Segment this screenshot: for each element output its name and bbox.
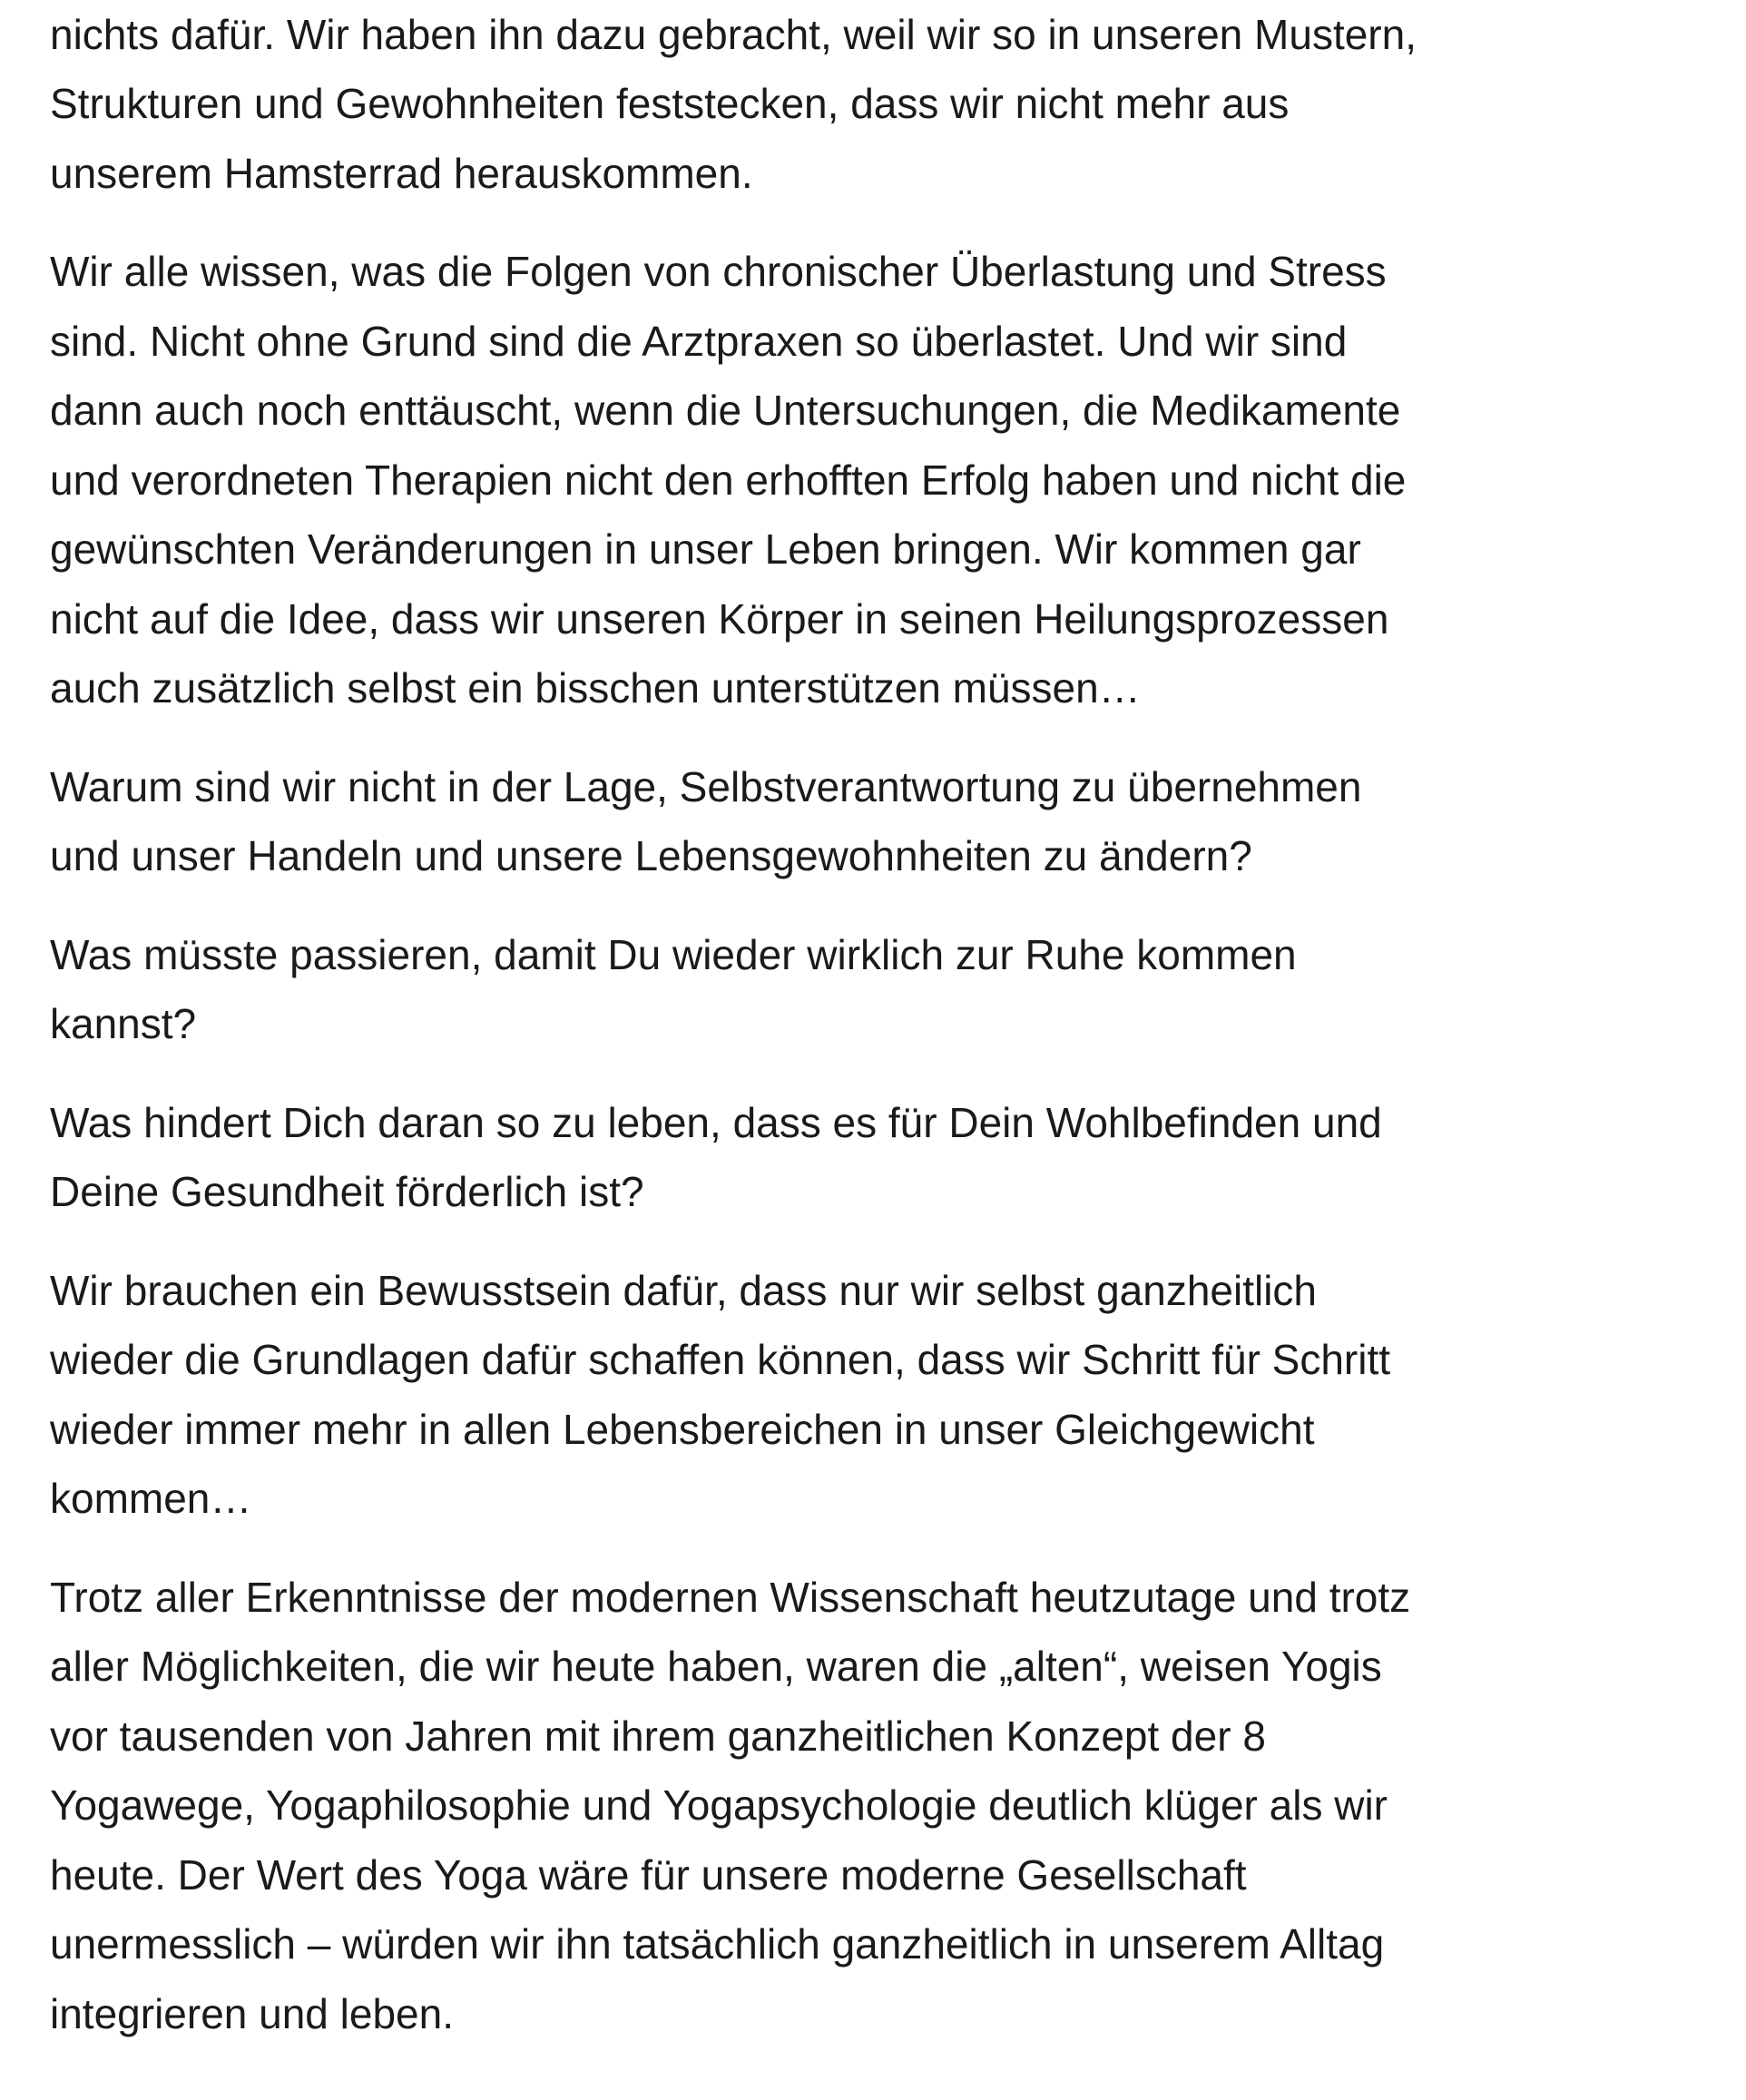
text-line: nicht auf die Idee, dass wir unseren Körper in seinen Heilungsprozessen <box>50 594 1389 643</box>
text-line: Was hindert Dich daran so zu leben, dass es für Dein Wohlbefinden und <box>50 1098 1382 1146</box>
text-line: und verordneten Therapien nicht den erhofften Erfolg haben und nicht die <box>50 456 1407 504</box>
text-line: sind. Nicht ohne Grund sind die Arztpraxen so überlastet. Und wir sind <box>50 317 1348 365</box>
text-line: Yogawege, Yogaphilosophie und Yogapsychologie deutlich klüger als wir <box>50 1781 1388 1829</box>
text-line: Strukturen und Gewohnheiten feststecken, dass wir nicht mehr aus <box>50 80 1290 127</box>
paragraph <box>50 920 1720 1059</box>
text-line: kannst? <box>50 1000 197 1047</box>
text-line: unserem Hamsterrad herauskommen. <box>50 149 753 197</box>
text-line: heute. Der Wert des Yoga wäre für unsere moderne Gesellschaft <box>50 1850 1247 1899</box>
text-line: Wir alle wissen, was die Folgen von chronischer Überlastung und Stress <box>50 248 1387 295</box>
text-line: integrieren und leben. <box>50 1989 454 2037</box>
text-line: Was müsste passieren, damit Du wieder wirklich zur Ruhe kommen <box>50 930 1297 978</box>
text-line: unermesslich – würden wir ihn tatsächlich ganzheitlich in unserem Alltag <box>50 1920 1385 1968</box>
paragraph <box>50 1088 1720 1227</box>
text-line: wieder immer mehr in allen Lebensbereichen in unser Gleichgewicht <box>50 1405 1315 1453</box>
paragraph <box>50 752 1720 891</box>
text-line: nichts dafür. Wir haben ihn dazu gebracht, weil wir so in unseren Mustern, <box>50 10 1417 58</box>
text-line: und unser Handeln und unsere Lebensgewohnheiten zu ändern? <box>50 832 1252 879</box>
text-line: dann auch noch enttäuscht, wenn die Untersuchungen, die Medikamente <box>50 387 1401 434</box>
text-line: auch zusätzlich selbst ein bisschen unterstützen müssen… <box>50 664 1141 711</box>
document-body <box>50 0 1720 2077</box>
paragraph <box>50 237 1720 723</box>
paragraph <box>50 1563 1720 2049</box>
paragraph <box>50 1256 1720 1534</box>
text-line: Trotz aller Erkenntnisse der modernen Wissenschaft heutzutage und trotz <box>50 1573 1411 1621</box>
text-line: wieder die Grundlagen dafür schaffen können, dass wir Schritt für Schritt <box>50 1336 1391 1383</box>
text-line: vor tausenden von Jahren mit ihrem ganzheitlichen Konzept der 8 <box>50 1712 1266 1760</box>
text-line: Warum sind wir nicht in der Lage, Selbstverantwortung zu übernehmen <box>50 762 1362 810</box>
text-line: kommen… <box>50 1475 252 1522</box>
paragraph <box>50 0 1720 208</box>
text-line: aller Möglichkeiten, die wir heute haben, waren die „alten“, weisen Yogis <box>50 1643 1382 1690</box>
text-line: gewünschten Veränderungen in unser Leben bringen. Wir kommen gar <box>50 525 1361 573</box>
text-line: Wir brauchen ein Bewusstsein dafür, dass nur wir selbst ganzheitlich <box>50 1266 1318 1314</box>
text-line: Deine Gesundheit förderlich ist? <box>50 1168 644 1215</box>
